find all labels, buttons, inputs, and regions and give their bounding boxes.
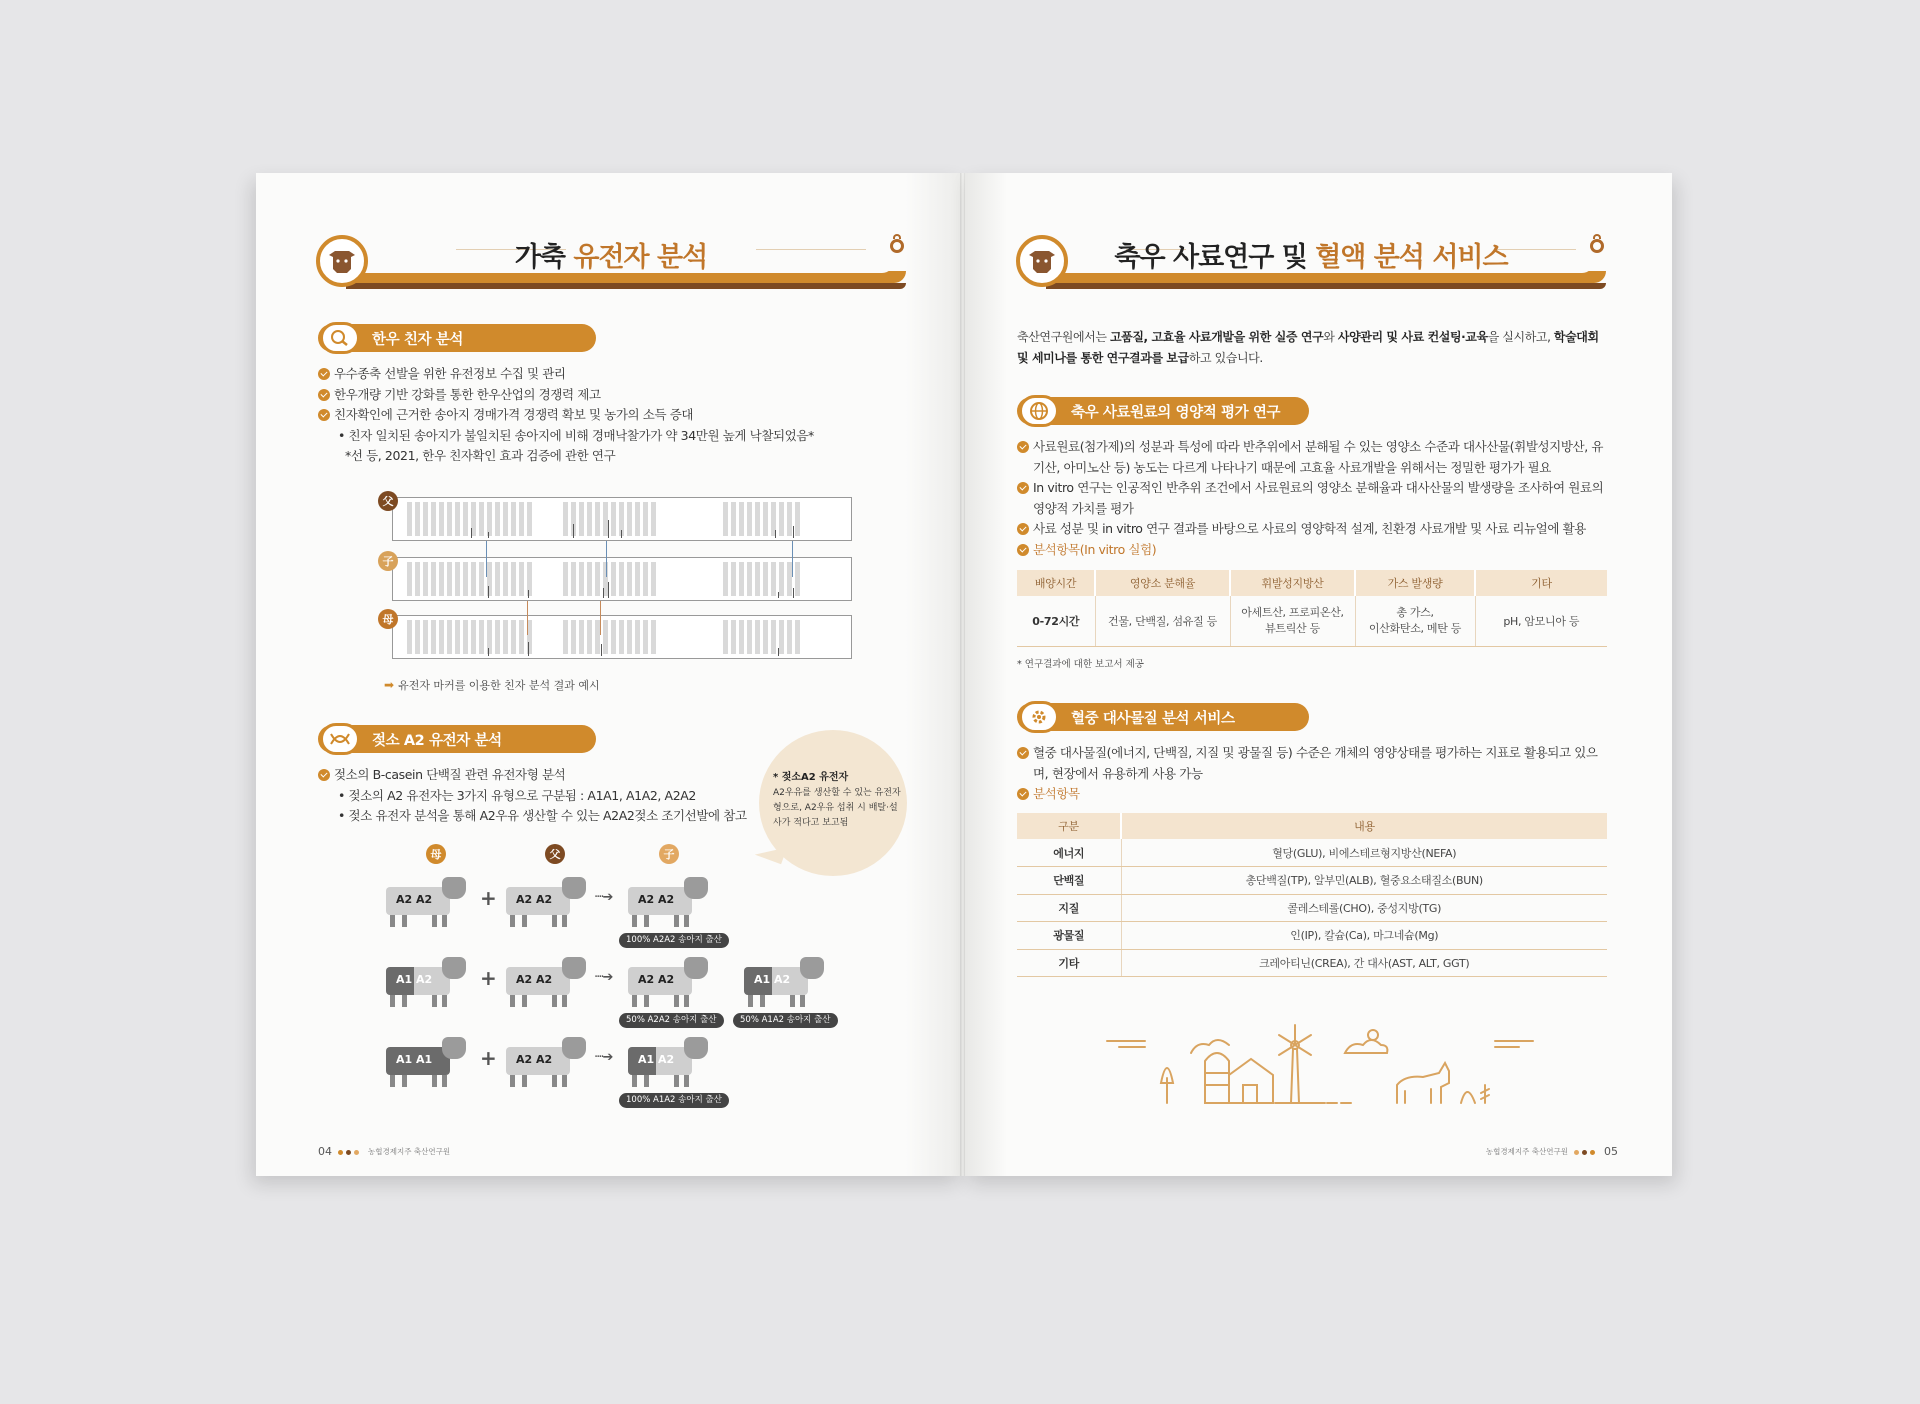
- sub-bullet: • 친자 일치된 송아지가 불일치된 송아지에 비해 경매낙찰가가 약 34만원 높게 낙찰되었음*: [338, 427, 814, 443]
- check-icon: [1017, 788, 1029, 800]
- blood-table: [1017, 813, 1607, 977]
- table-header: 구분: [1017, 813, 1121, 839]
- check-icon: [1017, 747, 1029, 759]
- table-note: * 연구결과에 대한 보고서 제공: [1017, 659, 1144, 670]
- farm-illustration: [1105, 1023, 1535, 1113]
- table-cell: 인(IP), 칼슘(Ca), 마그네슘(Mg): [1121, 922, 1607, 950]
- table-cell: 단백질: [1017, 867, 1121, 895]
- page-number: 04: [318, 1145, 332, 1158]
- page-title: 축우 사료연구 및 혈액 분석 서비스: [1114, 242, 1508, 273]
- check-icon: [1017, 482, 1029, 494]
- bullet-item: 분석항목(In vitro 실험): [1017, 540, 1609, 561]
- bubble-title: * 젖소A2 유전자: [773, 772, 849, 783]
- table-cell: 콜레스테롤(CHO), 중성지방(TG): [1121, 894, 1607, 922]
- sub-bullet: • 젖소 유전자 분석을 통해 A2우유 생산할 수 있는 A2A2젖소 조기선발에 참고: [338, 808, 747, 823]
- check-icon: [318, 368, 330, 380]
- cow-child-a2a2: A2 A2: [626, 873, 712, 927]
- table-header: 배양시간: [1017, 570, 1095, 596]
- section-title-paternity: 한우 친자 분석: [318, 324, 596, 352]
- table-cell: 0-72시간: [1017, 596, 1095, 646]
- bullet-item: 사료원료(첨가제)의 성분과 특성에 따라 반추위에서 분해될 수 있는 영양소 수준과 대사산물(휘발성지방산, 유기산, 아미노산 등) 농도는 다르게 나타나기 때문에 고효율 사료개발을 위해서는 정밀한 평가가 필요: [1017, 437, 1609, 478]
- arrow-icon: ····➔: [594, 1050, 612, 1065]
- left-page: [256, 173, 962, 1176]
- table-cell: 기타: [1017, 949, 1121, 977]
- allele-match-line: [486, 541, 487, 577]
- intro-paragraph: [1017, 327, 1607, 369]
- cow-child-a2a2: A2 A2: [626, 953, 712, 1007]
- check-icon: [318, 409, 330, 421]
- ring-icon: [1590, 239, 1604, 253]
- table-row: [1017, 867, 1607, 895]
- gel-lanes: [723, 620, 800, 654]
- bullet-item: 친자확인에 근거한 송아지 경매가격 경쟁력 확보 및 농가의 소득 증대: [318, 405, 918, 426]
- plus-icon: +: [480, 966, 497, 990]
- section-title-feed-research: 축우 사료원료의 영양적 평가 연구: [1017, 397, 1309, 425]
- bullet-item: In vitro 연구는 인공적인 반추위 조건에서 사료원료의 영양소 분해율과 대사산물의 발생량을 조사하여 원료의 영양적 가치를 평가: [1017, 478, 1609, 519]
- right-page: [965, 173, 1672, 1176]
- table-cell: 지질: [1017, 894, 1121, 922]
- gel-lanes: [563, 620, 656, 654]
- bubble-text: A2우유를 생산할 수 있는 유전자형으로, A2우유 섭취 시 배탈·설사가 적다고 보고됨: [773, 788, 901, 828]
- sub-bullet: • 젖소의 A2 유전자는 3가지 유형으로 구분됨 : A1A1, A1A2, A2A2: [338, 787, 696, 803]
- intro-text-part: 와: [1323, 330, 1338, 344]
- bullet-item: 젖소의 B-casein 단백질 관련 유전자형 분석: [318, 765, 768, 786]
- page-number: 05: [1604, 1145, 1618, 1158]
- father-tag: 父: [378, 491, 398, 511]
- intro-text-part: 하고 있습니다.: [1188, 351, 1263, 365]
- gel-lanes: [407, 562, 532, 596]
- gel-lanes: [407, 620, 532, 654]
- table-row: [1017, 839, 1607, 867]
- header-band: [1046, 283, 1606, 289]
- ring-icon: [890, 239, 904, 253]
- bullet-item: 분석항목: [1017, 784, 1609, 805]
- gel-strip-child: [392, 557, 852, 601]
- intro-text-part: 축산연구원에서는: [1017, 330, 1110, 344]
- table-cell: 에너지: [1017, 839, 1121, 867]
- cow-mother-a2a2: A2 A2: [384, 873, 470, 927]
- table-header: 내용: [1121, 813, 1607, 839]
- table-cell: 광물질: [1017, 922, 1121, 950]
- gel-lanes: [563, 502, 656, 536]
- table-header: 가스 발생량: [1355, 570, 1475, 596]
- check-icon: [1017, 523, 1029, 535]
- check-icon: [1017, 544, 1029, 556]
- publisher: 농협경제지주 축산연구원: [1485, 1147, 1568, 1156]
- intro-text-part: 을 실시하고,: [1487, 330, 1554, 344]
- footer-dots: [338, 1145, 362, 1158]
- gel-lanes: [563, 562, 656, 596]
- gel-lanes: [407, 502, 532, 536]
- cow-father-a2a2: A2 A2: [504, 953, 590, 1007]
- bullet-item: 한우개량 기반 강화를 통한 한우산업의 경쟁력 제고: [318, 385, 918, 406]
- check-icon: [318, 389, 330, 401]
- result-badge: 100% A2A2 송아지 출산: [619, 933, 729, 948]
- allele-match-line: [527, 601, 528, 635]
- publisher: 농협경제지주 축산연구원: [368, 1147, 451, 1156]
- cow-child-a1a2: A1 A2: [626, 1033, 712, 1087]
- allele-match-line: [792, 541, 793, 577]
- globe-icon: [1019, 395, 1059, 427]
- table-cell: 아세트산, 프로피온산, 뷰트릭산 등: [1230, 596, 1355, 646]
- child-tag: 子: [659, 844, 679, 864]
- result-badge: 100% A1A2 송아지 출산: [619, 1093, 729, 1108]
- footer-dots: [1574, 1145, 1598, 1158]
- table-row: [1017, 949, 1607, 977]
- cow-mother-a1a2: A1 A2: [384, 953, 470, 1007]
- plus-icon: +: [480, 1046, 497, 1070]
- dna-icon: [320, 723, 360, 755]
- section-title-blood: 혈중 대사물질 분석 서비스: [1017, 703, 1309, 731]
- magnifier-icon: [320, 322, 360, 354]
- bullet-item: 우수종축 선발을 위한 유전정보 수집 및 관리: [318, 364, 918, 385]
- intro-text-part: 사양관리 및 사료 컨설팅·교육: [1337, 330, 1488, 344]
- cow-father-a2a2: A2 A2: [504, 1033, 590, 1087]
- cow-child-a1a2: A1 A2: [742, 953, 828, 1007]
- table-header: 휘발성지방산: [1230, 570, 1355, 596]
- table-cell: 총 가스, 이산화탄소, 메탄 등: [1355, 596, 1475, 646]
- father-tag: 父: [545, 844, 565, 864]
- table-header: 영양소 분해율: [1095, 570, 1230, 596]
- intro-text-part: 고품질, 고효율 사료개발을 위한 실증 연구: [1109, 330, 1324, 344]
- blood-bullets: [1017, 743, 1609, 805]
- page-footer-left: [318, 1145, 450, 1158]
- section-title-a2: 젖소 A2 유전자 분석: [318, 725, 596, 753]
- bullet-item: 혈중 대사물질(에너지, 단백질, 지질 및 광물질 등) 수준은 개체의 영양상태를 평가하는 지표로 활용되고 있으며, 현장에서 유용하게 사용 가능: [1017, 743, 1609, 784]
- arrow-icon: ····➔: [594, 970, 612, 985]
- cow-mother-a1a1: A1 A1: [384, 1033, 470, 1087]
- table-cell: pH, 암모니아 등: [1475, 596, 1607, 646]
- table-row: [1017, 596, 1607, 646]
- cow-father-a2a2: A2 A2: [504, 873, 590, 927]
- mother-tag: 母: [378, 609, 398, 629]
- a2-bullets: [318, 765, 768, 827]
- table-cell: 혈당(GLU), 비에스테르형지방산(NEFA): [1121, 839, 1607, 867]
- result-badge: 50% A2A2 송아지 출산: [619, 1013, 724, 1028]
- table-row: [1017, 894, 1607, 922]
- paternity-gel-chart: [382, 489, 852, 657]
- table-cell: 크레아티닌(CREA), 간 대사(AST, ALT, GGT): [1121, 949, 1607, 977]
- bullet-item: 사료 성분 및 in vitro 연구 결과를 바탕으로 사료의 영양학적 설계, 친환경 사료개발 및 사료 리뉴얼에 활용: [1017, 519, 1609, 540]
- right-page-header: [1016, 235, 1606, 305]
- header-band: [346, 283, 906, 289]
- left-page-header: [316, 235, 906, 305]
- page-footer-right: [1486, 1145, 1618, 1158]
- table-row: [1017, 922, 1607, 950]
- gel-lanes: [723, 502, 800, 536]
- allele-match-line: [600, 601, 601, 635]
- plus-icon: +: [480, 886, 497, 910]
- table-cell: 총단백질(TP), 알부민(ALB), 혈중요소태질소(BUN): [1121, 867, 1607, 895]
- gel-caption: ➡ 유전자 마커를 이용한 친자 분석 결과 예시: [384, 678, 600, 692]
- feed-research-bullets: [1017, 437, 1609, 560]
- intro-text-part: 학술대회 및 세미나를 통한 연구결과를 보급: [1017, 330, 1599, 365]
- invitro-table: [1017, 570, 1607, 647]
- gel-lanes: [723, 562, 800, 596]
- gel-strip-father: [392, 497, 852, 541]
- table-cell: 건물, 단백질, 섬유질 등: [1095, 596, 1230, 646]
- allele-match-line: [606, 541, 607, 577]
- check-icon: [318, 769, 330, 781]
- table-header: 기타: [1475, 570, 1607, 596]
- arrow-icon: ····➔: [594, 890, 612, 905]
- arrow-icon: ➡: [384, 678, 395, 692]
- mother-tag: 母: [426, 844, 446, 864]
- gel-strip-mother: [392, 615, 852, 659]
- citation-note: *선 등, 2021, 한우 친자확인 효과 검증에 관한 연구: [345, 448, 616, 463]
- check-icon: [1017, 441, 1029, 453]
- paternity-bullets: [318, 364, 918, 467]
- a2-info-bubble: [759, 730, 907, 876]
- child-tag: 子: [378, 551, 398, 571]
- result-badge: 50% A1A2 송아지 출산: [733, 1013, 838, 1028]
- page-title: 가축 유전자 분석: [514, 242, 708, 273]
- gear-icon: [1019, 701, 1059, 733]
- bubble-tail: [755, 838, 787, 864]
